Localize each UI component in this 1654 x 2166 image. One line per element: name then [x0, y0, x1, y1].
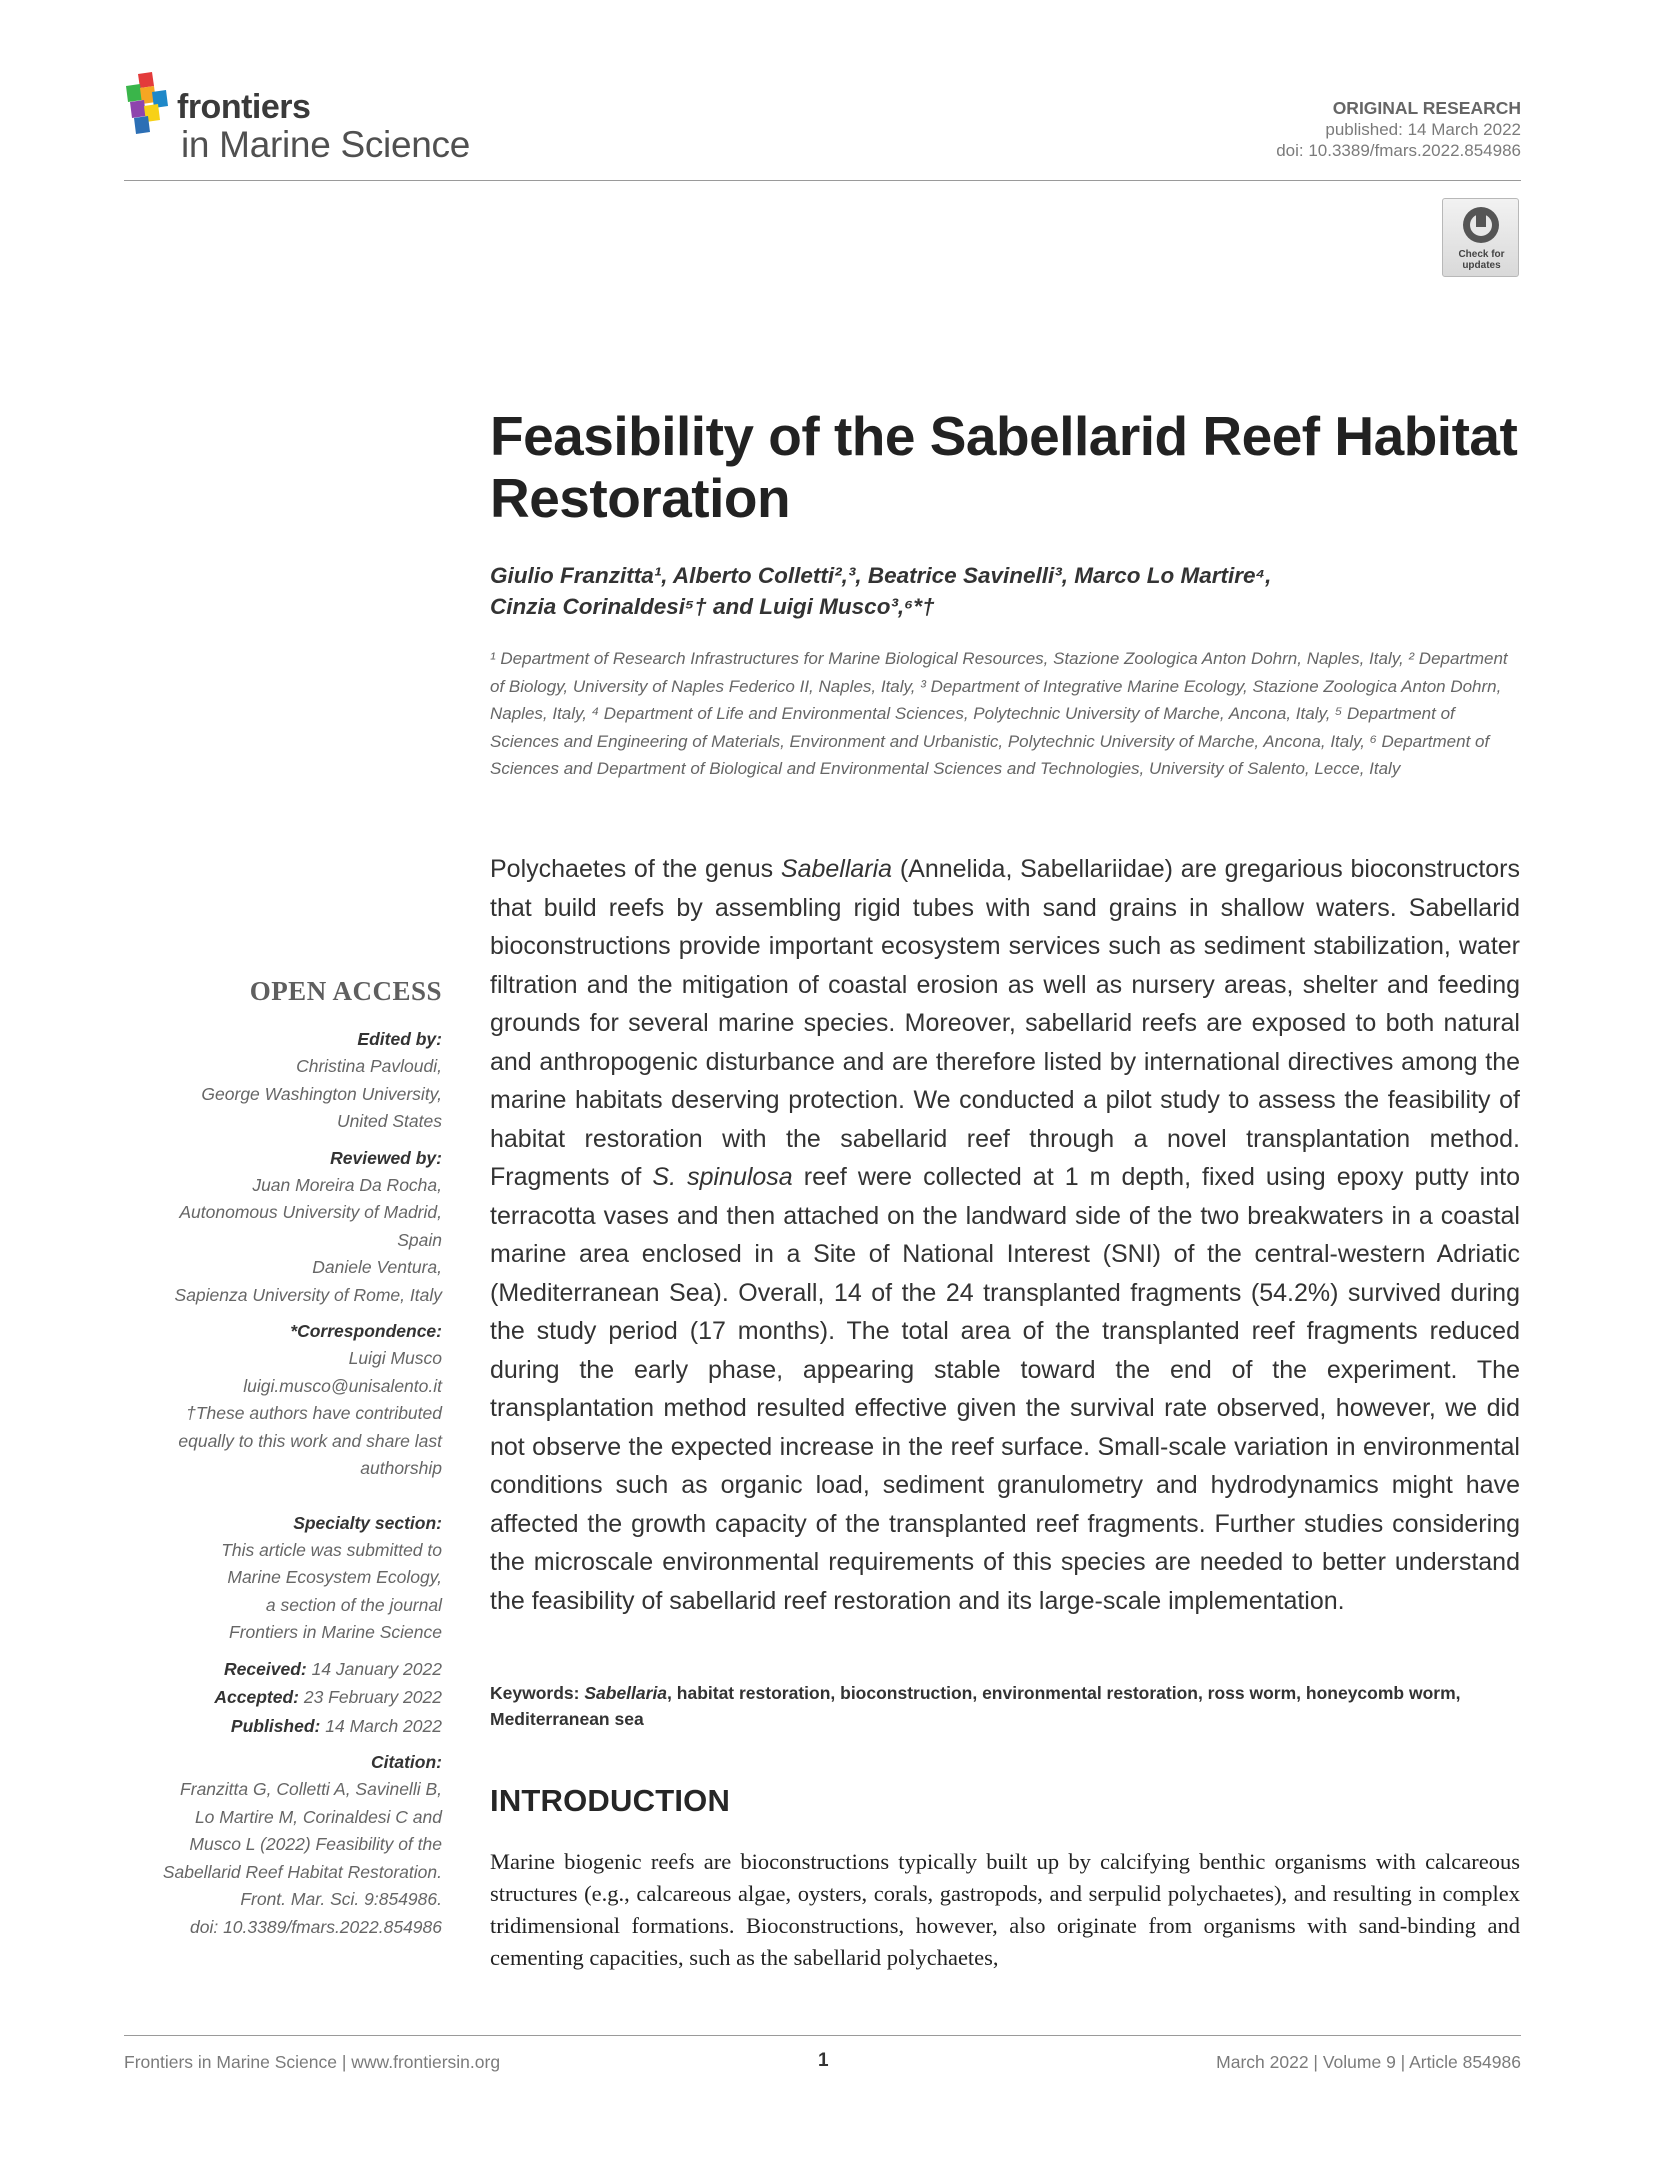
genus-name: Sabellaria [780, 855, 893, 883]
doi-link[interactable]: doi: 10.3389/fmars.2022.854986 [1276, 141, 1521, 160]
reviewer-line: Juan Moreira Da Rocha, [252, 1174, 442, 1195]
journal-logo[interactable] [124, 70, 494, 170]
accepted-date: Accepted: 23 February 2022 [214, 1687, 442, 1707]
reviewed-by-label: Reviewed by: [330, 1147, 442, 1168]
logo-journal-name: in Marine Science [181, 124, 470, 165]
specialty-line: a section of the journal [265, 1594, 442, 1615]
page-number: 1 [818, 2050, 829, 2071]
reviewer-line: Spain [397, 1229, 442, 1250]
citation-doi-link[interactable]: doi: 10.3389/fmars.2022.854986 [190, 1916, 442, 1937]
equal-contribution-note: authorship [360, 1458, 442, 1478]
received-date: Received: 14 January 2022 [224, 1658, 442, 1679]
editor-line: United States [336, 1111, 442, 1131]
abstract: Polychaetes of the genus Sabellaria (Annelida, Sabellariidae) are gregarious bioconstructors that build reefs by assembling rigid tubes with sand grains in shallow waters. Sabellarid bioconstructions provide important ecosystem services such as sediment stabilization, water filtration and the mitigation of coastal erosion as well as nursery areas, shelter and feeding grounds for several marine species. Moreover, sabellarid reefs are exposed to both natural and anthropogenic disturbance and are therefore listed by international directives among the marine habitats deserving protection. We conducted a pilot study to assess the feasibility of habitat restoration with the sabellarid reef through a novel transplantation method. Fragments of S. spinulosa reef were collected at 1 m depth, fixed using epoxy putty into terracotta vases and then attached on the landward side of the two breakwaters in a coastal marine area enclosed in a Site of National Interest (SNI) of the central-western Adriatic (Mediterranean Sea). Overall, 14 of the 24 transplanted fragments (54.2%) survived during the study period (17 months). The total area of the transplanted reef fragments reduced during the early phase, appearing stable toward the end of the experiment. The transplantation method resulted effective given the survival rate observed, however, we did not observe the expected increase in the reef surface. Small-scale variation in environmental conditions such as organic load, sediment granulometry and hydrodynamics might have affected the growth capacity of the transplanted reef fragments. Further studies considering the microscale environmental requirements of this species are needed to better understand the feasibility of sabellarid reef restoration and its large-scale implementation. [490, 855, 1521, 1615]
equal-contribution-note: †These authors have contributed [186, 1403, 442, 1423]
published-date-sidebar: Published: 14 March 2022 [230, 1715, 442, 1736]
citation-line: Sabellarid Reef Habitat Restoration. [162, 1861, 442, 1882]
editor-line: Christina Pavloudi, [296, 1056, 442, 1076]
specialty-line: Frontiers in Marine Science [229, 1622, 442, 1642]
crossmark-icon [1461, 205, 1501, 245]
citation-line: Franzitta G, Colletti A, Savinelli B, [180, 1779, 442, 1799]
check-for-updates-button[interactable] [1442, 198, 1519, 277]
specialty-line: This article was submitted to [221, 1539, 442, 1560]
footer-volume-info: March 2022 | Volume 9 | Article 854986 [1216, 2052, 1521, 2072]
reviewer-line: Sapienza University of Rome, Italy [174, 1284, 442, 1305]
footer-journal-link[interactable]: Frontiers in Marine Science | www.frontiersin.org [124, 2052, 501, 2072]
keywords: Keywords: Sabellaria, habitat restoration, bioconstruction, environmental restoration, ross worm, honeycomb worm, Mediterranean sea [490, 1683, 1461, 1729]
section-heading-introduction: INTRODUCTION [490, 1783, 731, 1818]
open-access-label: OPEN ACCESS [249, 976, 442, 1006]
editor-line: George Washington University, [201, 1083, 442, 1104]
affiliations: ¹ Department of Research Infrastructures for Marine Biological Resources, Stazione Zoologica Anton Dohrn, Naples, Italy, ² Department of Biology, University of Naples Federico II, Naples, Italy, ³ Department of Integrative Marine Ecology, Stazione Zoologica Anton Dohrn, Naples, Italy, ⁴ Department of Life and Environmental Sciences, Polytechnic University of Marche, Ancona, Italy, ⁵ Department of Sciences and Engineering of Materials, Environment and Urbanistic, Polytechnic University of Marche, Ancona, Italy, ⁶ Department of Sciences and Department of Biological and Environmental Sciences and Technologies, University of Salento, Lecce, Italy [490, 649, 1508, 778]
correspondence-label: *Correspondence: [290, 1321, 442, 1341]
published-date: published: 14 March 2022 [1325, 120, 1521, 139]
correspondence-email-link[interactable]: luigi.musco@unisalento.it [243, 1375, 442, 1396]
reviewer-line: Daniele Ventura, [312, 1257, 442, 1277]
article-type: ORIGINAL RESEARCH [1332, 98, 1521, 118]
article-title: Feasibility of the Sabellarid Reef Habitat Restoration [490, 405, 1518, 529]
citation-label: Citation: [371, 1752, 442, 1772]
correspondence-name: Luigi Musco [348, 1348, 442, 1368]
frontiers-cube-icon [124, 72, 182, 136]
species-name: S. spinulosa [652, 1163, 793, 1191]
authors-line[interactable]: Giulio Franzitta¹, Alberto Colletti²,³, Beatrice Savinelli³, Marco Lo Martire⁴, [490, 563, 1272, 588]
edited-by-label: Edited by: [357, 1029, 442, 1049]
citation-line: Musco L (2022) Feasibility of the [189, 1834, 442, 1854]
article-sidebar [124, 976, 442, 1941]
logo-brand-text: frontiers [177, 88, 311, 126]
specialty-section-label: Specialty section: [293, 1512, 442, 1533]
equal-contribution-note: equally to this work and share last [178, 1430, 442, 1451]
keywords-label: Keywords: [490, 1683, 580, 1703]
check-updates-label: Check for updates [1458, 249, 1505, 271]
specialty-line: Marine Ecosystem Ecology, [227, 1567, 442, 1587]
introduction-paragraph: Marine biogenic reefs are bioconstructions typically built up by calcifying benthic organisms with calcareous structures (e.g., calcareous algae, oysters, corals, gastropods, and serpulid polychaetes), and resulting in complex tridimensional formations. Bioconstructions, however, also originate from organisms with sand-binding and cementing capacities, such as the sabellarid polychaetes, [490, 1849, 1520, 1970]
authors-line[interactable]: Cinzia Corinaldesi⁵† and Luigi Musco³,⁶*† [490, 594, 935, 619]
citation-line: Front. Mar. Sci. 9:854986. [240, 1889, 442, 1909]
reviewer-line: Autonomous University of Madrid, [179, 1202, 442, 1222]
header-divider [124, 180, 1521, 181]
footer-divider [124, 2035, 1521, 2036]
article-meta [1276, 98, 1521, 161]
citation-line: Lo Martire M, Corinaldesi C and [194, 1806, 442, 1827]
author-list [490, 560, 1540, 622]
